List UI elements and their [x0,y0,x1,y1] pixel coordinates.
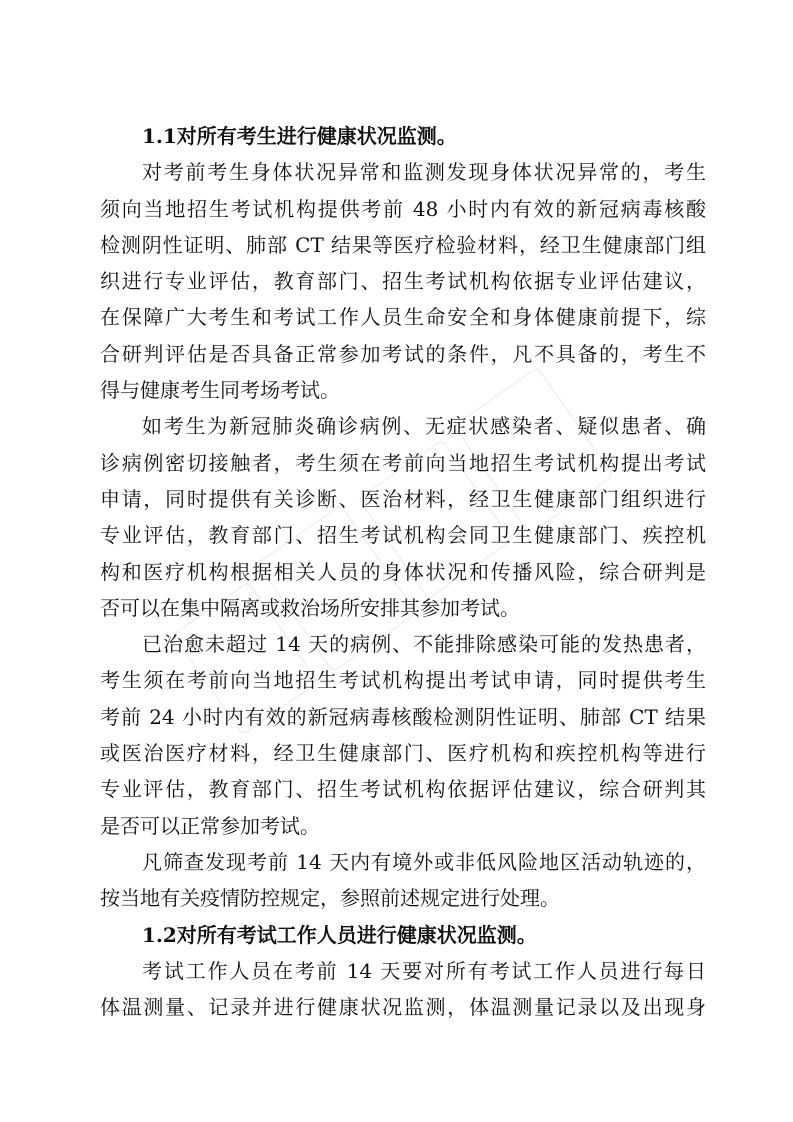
text-line: 已治愈未超过 14 天的病例、不能排除感染可能的发热患者， [142,632,706,657]
text-line: 专业评估，教育部门、招生考试机构依据评估建议，综合研判其 [100,777,706,802]
section-heading: 1.2对所有考试工作人员进行健康状况监测。 [142,922,537,947]
text-line: 考前 24 小时内有效的新冠病毒核酸检测阴性证明、肺部 CT 结果 [100,704,706,729]
text-line: 须向当地招生考试机构提供考前 48 小时内有效的新冠病毒核酸 [100,196,706,221]
text-line: 诊病例密切接触者，考生须在考前向当地招生考试机构提出考试 [100,450,706,475]
text-line: 或医治医疗材料，经卫生健康部门、医疗机构和疾控机构等进行 [100,741,706,766]
text-line: 否可以在集中隔离或救治场所安排其参加考试。 [100,595,520,620]
text-line: 如考生为新冠肺炎确诊病例、无症状感染者、疑似患者、确 [142,414,706,439]
text-line: 对考前考生身体状况异常和监测发现身体状况异常的，考生 [142,160,706,185]
section-heading: 1.1对所有考生进行健康状况监测。 [142,124,457,148]
text-line: 申请，同时提供有关诊断、医治材料，经卫生健康部门组织进行 [100,486,706,511]
text-line: 检测阴性证明、肺部 CT 结果等医疗检验材料，经卫生健康部门组 [100,232,706,257]
text-line: 合研判评估是否具备正常参加考试的条件，凡不具备的，考生不 [100,341,706,366]
text-line: 构和医疗机构根据相关人员的身体状况和传播风险，综合研判是 [100,559,706,584]
document-body [100,118,706,1025]
text-line: 凡筛查发现考前 14 天内有境外或非低风险地区活动轨迹的， [142,849,706,874]
text-line: 考生须在考前向当地招生考试机构提出考试申请，同时提供考生 [100,668,706,693]
text-line: 得与健康考生同考场考试。 [100,378,340,403]
text-line: 按当地有关疫情防控规定，参照前述规定进行处理。 [100,886,560,911]
text-line: 在保障广大考生和考试工作人员生命安全和身体健康前提下，综 [100,305,706,330]
text-line: 织进行专业评估，教育部门、招生考试机构依据专业评估建议， [100,269,706,294]
text-line: 考试工作人员在考前 14 天要对所有考试工作人员进行每日 [142,958,706,983]
text-line: 专业评估，教育部门、招生考试机构会同卫生健康部门、疾控机 [100,523,706,548]
text-line: 是否可以正常参加考试。 [100,813,320,838]
text-line: 体温测量、记录并进行健康状况监测，体温测量记录以及出现身 [100,995,706,1020]
